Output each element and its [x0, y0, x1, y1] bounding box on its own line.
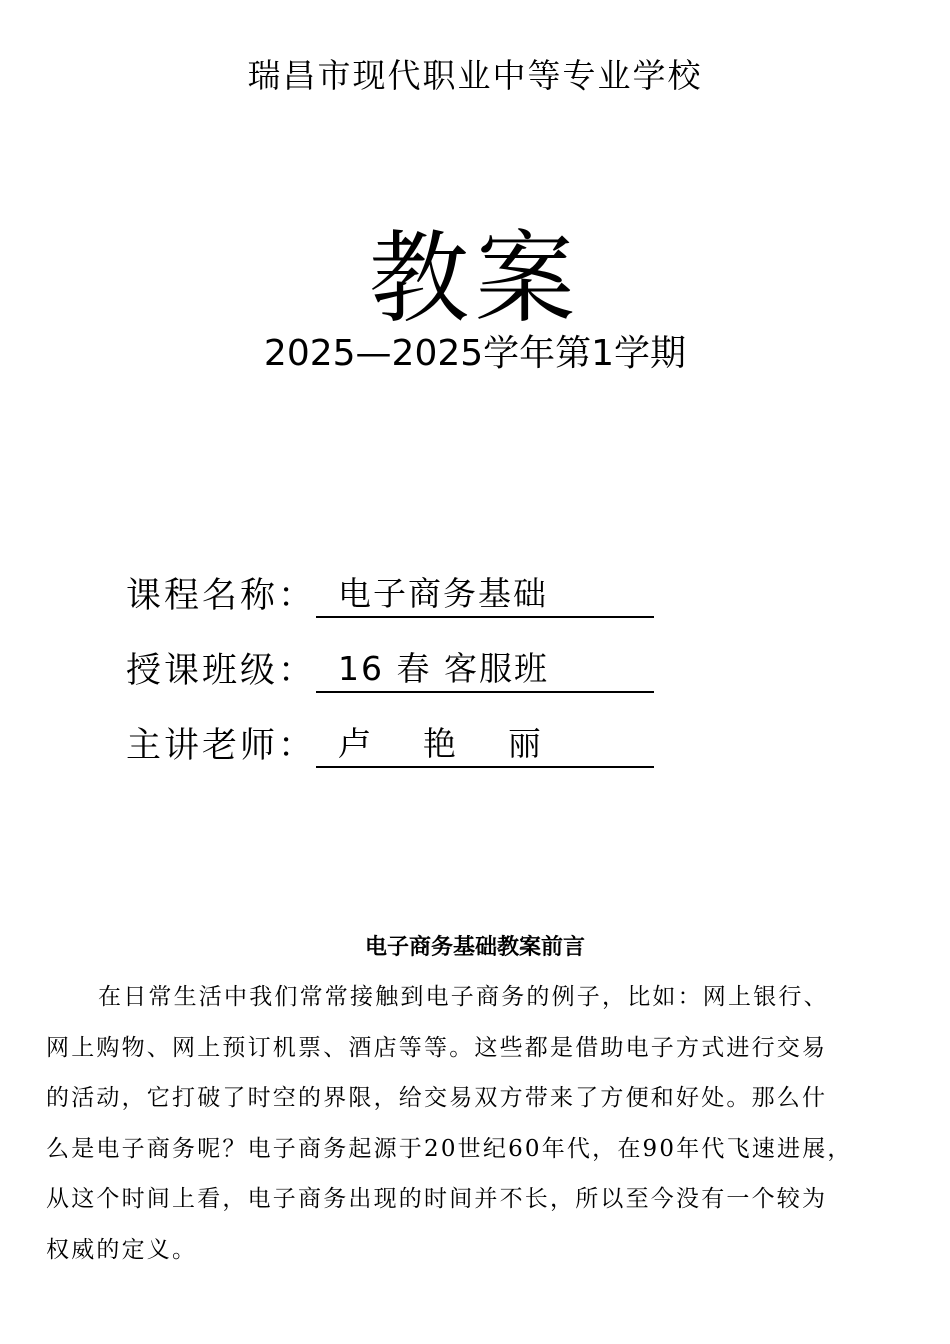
- teacher-row: [126, 718, 654, 768]
- preface-line: 权威的定义。: [46, 1236, 198, 1263]
- class-row: [126, 643, 654, 693]
- preface-line: 网上购物、网上预订机票、酒店等等。这些都是借助电子方式进行交易: [46, 1034, 828, 1061]
- teacher-value: 卢 艳 丽: [316, 722, 654, 768]
- preface-line: 从这个时间上看，电子商务出现的时间并不长，所以至今没有一个较为: [46, 1186, 828, 1212]
- class-label: 授课班级：: [126, 651, 317, 691]
- preface-body: [46, 972, 906, 1275]
- class-value: 16 春 客服班: [316, 647, 654, 693]
- document-title: 教案: [369, 220, 581, 337]
- preface-line: 在日常生活中我们常常接触到电子商务的例子，比如：网上银行、: [98, 984, 829, 1010]
- course-name-label: 课程名称：: [126, 576, 317, 616]
- school-name: 瑞昌市现代职业中等专业学校: [247, 56, 703, 95]
- preface-line: 么是电子商务呢？电子商务起源于20世纪60年代，在90年代飞速进展，: [46, 1135, 853, 1162]
- course-name-value: 电子商务基础: [316, 572, 654, 618]
- preface-title: 电子商务基础教案前言: [364, 934, 585, 960]
- preface-line: 的活动，它打破了时空的界限，给交易双方带来了方便和好处。那么什: [46, 1085, 828, 1111]
- teacher-label: 主讲老师：: [126, 726, 317, 766]
- course-name-row: [126, 568, 654, 618]
- academic-term: 2025—2025学年第1学期: [263, 333, 687, 374]
